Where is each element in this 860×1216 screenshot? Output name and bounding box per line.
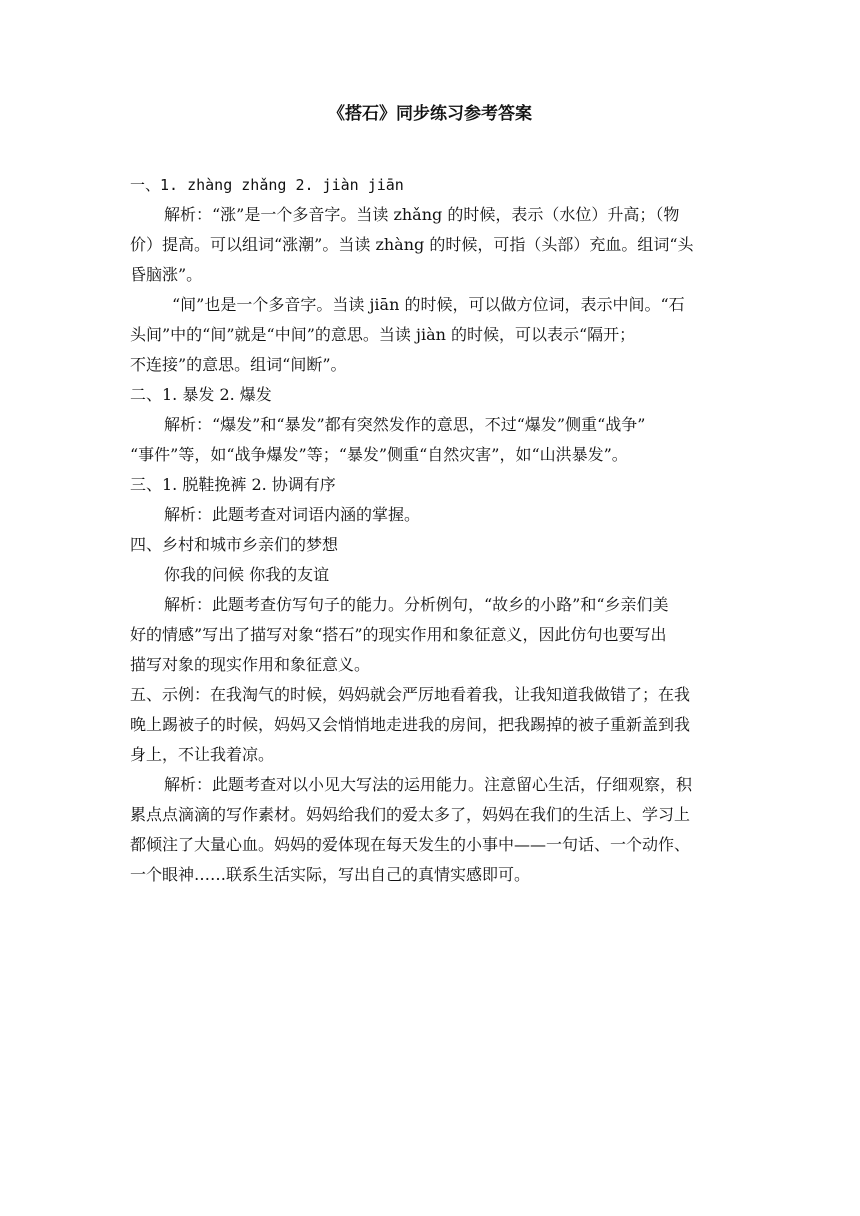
analysis-5-line-4: 一个眼神……联系生活实际，写出自己的真情实感即可。	[130, 865, 531, 884]
analysis-4-line-2: 好的情感”写出了描写对象“搭石”的现实作用和象征意义，因此仿句也要写出	[130, 625, 667, 644]
analysis-1-line-6: 不连接”的意思。组词“间断”。	[130, 355, 347, 374]
analysis-3-line: 解析：此题考查对词语内涵的掌握。	[164, 505, 421, 524]
answer-1-line: 一、1. zhàng zhǎng 2. jiàn jiān	[130, 176, 404, 194]
answer-5-line-2: 晚上踢被子的时候，妈妈又会悄悄地走进我的房间，把我踢掉的被子重新盖到我	[130, 715, 691, 734]
answer-4-line-2: 你我的问候 你我的友谊	[164, 565, 330, 584]
analysis-5-line-3: 都倾注了大量心血。妈妈的爱体现在每天发生的小事中——一句话、一个动作、	[130, 835, 691, 854]
analysis-4-line-3: 描写对象的现实作用和象征意义。	[130, 655, 371, 674]
analysis-5-line-1: 解析：此题考查对以小见大写法的运用能力。注意留心生活，仔细观察，积	[164, 775, 693, 794]
document-body	[130, 170, 730, 890]
analysis-4-line-1: 解析：此题考查仿写句子的能力。分析例句，“故乡的小路”和“乡亲们美	[164, 595, 669, 614]
analysis-1-line-3: 昏脑涨”。	[130, 265, 203, 284]
analysis-1-line-2: 价）提高。可以组词“涨潮”。当读 zhàng 的时候，可指（头部）充血。组词“头	[130, 235, 694, 254]
answer-3-line: 三、1. 脱鞋挽裤 2. 协调有序	[130, 475, 336, 494]
analysis-1-line-5: 头间”中的“间”就是“中间”的意思。当读 jiàn 的时候，可以表示“隔开；	[130, 325, 636, 344]
analysis-5-line-2: 累点点滴滴的写作素材。妈妈给我们的爱太多了，妈妈在我们的生活上、学习上	[130, 805, 691, 824]
document-title: 《搭石》同步练习参考答案	[328, 104, 532, 124]
analysis-2-line-1: 解析：“爆发”和“暴发”都有突然发作的意思，不过“爆发”侧重“战争”	[164, 415, 646, 434]
answer-4-line: 四、乡村和城市乡亲们的梦想	[130, 535, 339, 554]
analysis-2-line-2: “事件”等，如“战争爆发”等；“暴发”侧重“自然灾害”，如“山洪暴发”。	[130, 445, 628, 464]
analysis-1-line-1: 解析：“涨”是一个多音字。当读 zhǎng 的时候，表示（水位）升高；（物	[164, 205, 680, 224]
analysis-1-line-4: “间”也是一个多音字。当读 jiān 的时候，可以做方位词，表示中间。“石	[172, 295, 685, 314]
answer-5-line-3: 身上，不让我着凉。	[130, 745, 275, 764]
answer-5-line-1: 五、示例：在我淘气的时候，妈妈就会严厉地看着我，让我知道我做错了；在我	[130, 685, 691, 704]
answer-2-line: 二、1. 暴发 2. 爆发	[130, 385, 272, 404]
